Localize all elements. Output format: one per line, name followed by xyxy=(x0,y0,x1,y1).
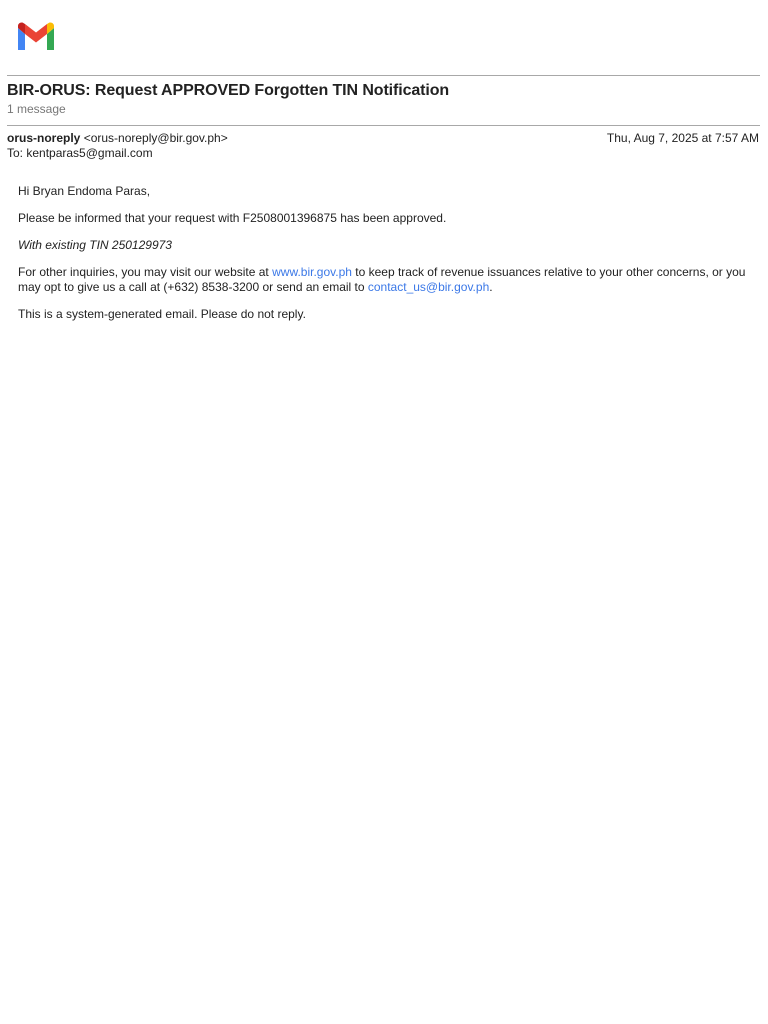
sender-email: <orus-noreply@bir.gov.ph> xyxy=(83,131,228,145)
inquiry-text-2: to keep track of revenue issuances relative to your other concerns, or you may opt to give us a call at (+632) 8538-3200 or send an email to xyxy=(18,265,746,294)
subject-divider xyxy=(7,125,760,126)
sender-name: orus-noreply xyxy=(7,131,81,145)
message-body xyxy=(18,184,746,334)
inquiry-paragraph xyxy=(18,265,746,295)
message-date: Thu, Aug 7, 2025 at 7:57 AM xyxy=(606,131,759,145)
header-divider xyxy=(7,75,760,76)
message-count: 1 message xyxy=(7,102,66,116)
greeting-paragraph: Hi Bryan Endoma Paras, xyxy=(18,184,151,198)
footer-paragraph: This is a system-generated email. Please do not reply. xyxy=(18,307,306,321)
sender-line xyxy=(7,131,228,145)
gmail-logo-icon xyxy=(16,20,56,52)
inquiry-text-1: For other inquiries, you may visit our website at xyxy=(18,265,273,279)
contact-email-link[interactable]: contact_us@bir.gov.ph xyxy=(367,280,490,294)
tin-paragraph: With existing TIN 250129973 xyxy=(18,238,172,252)
inquiry-text-3: . xyxy=(489,280,493,294)
email-subject: BIR-ORUS: Request APPROVED Forgotten TIN Notification xyxy=(7,82,450,99)
website-link[interactable]: www.bir.gov.ph xyxy=(272,265,352,279)
approval-paragraph: Please be informed that your request with F2508001396875 has been approved. xyxy=(18,211,447,225)
recipient-line: To: kentparas5@gmail.com xyxy=(7,146,153,160)
